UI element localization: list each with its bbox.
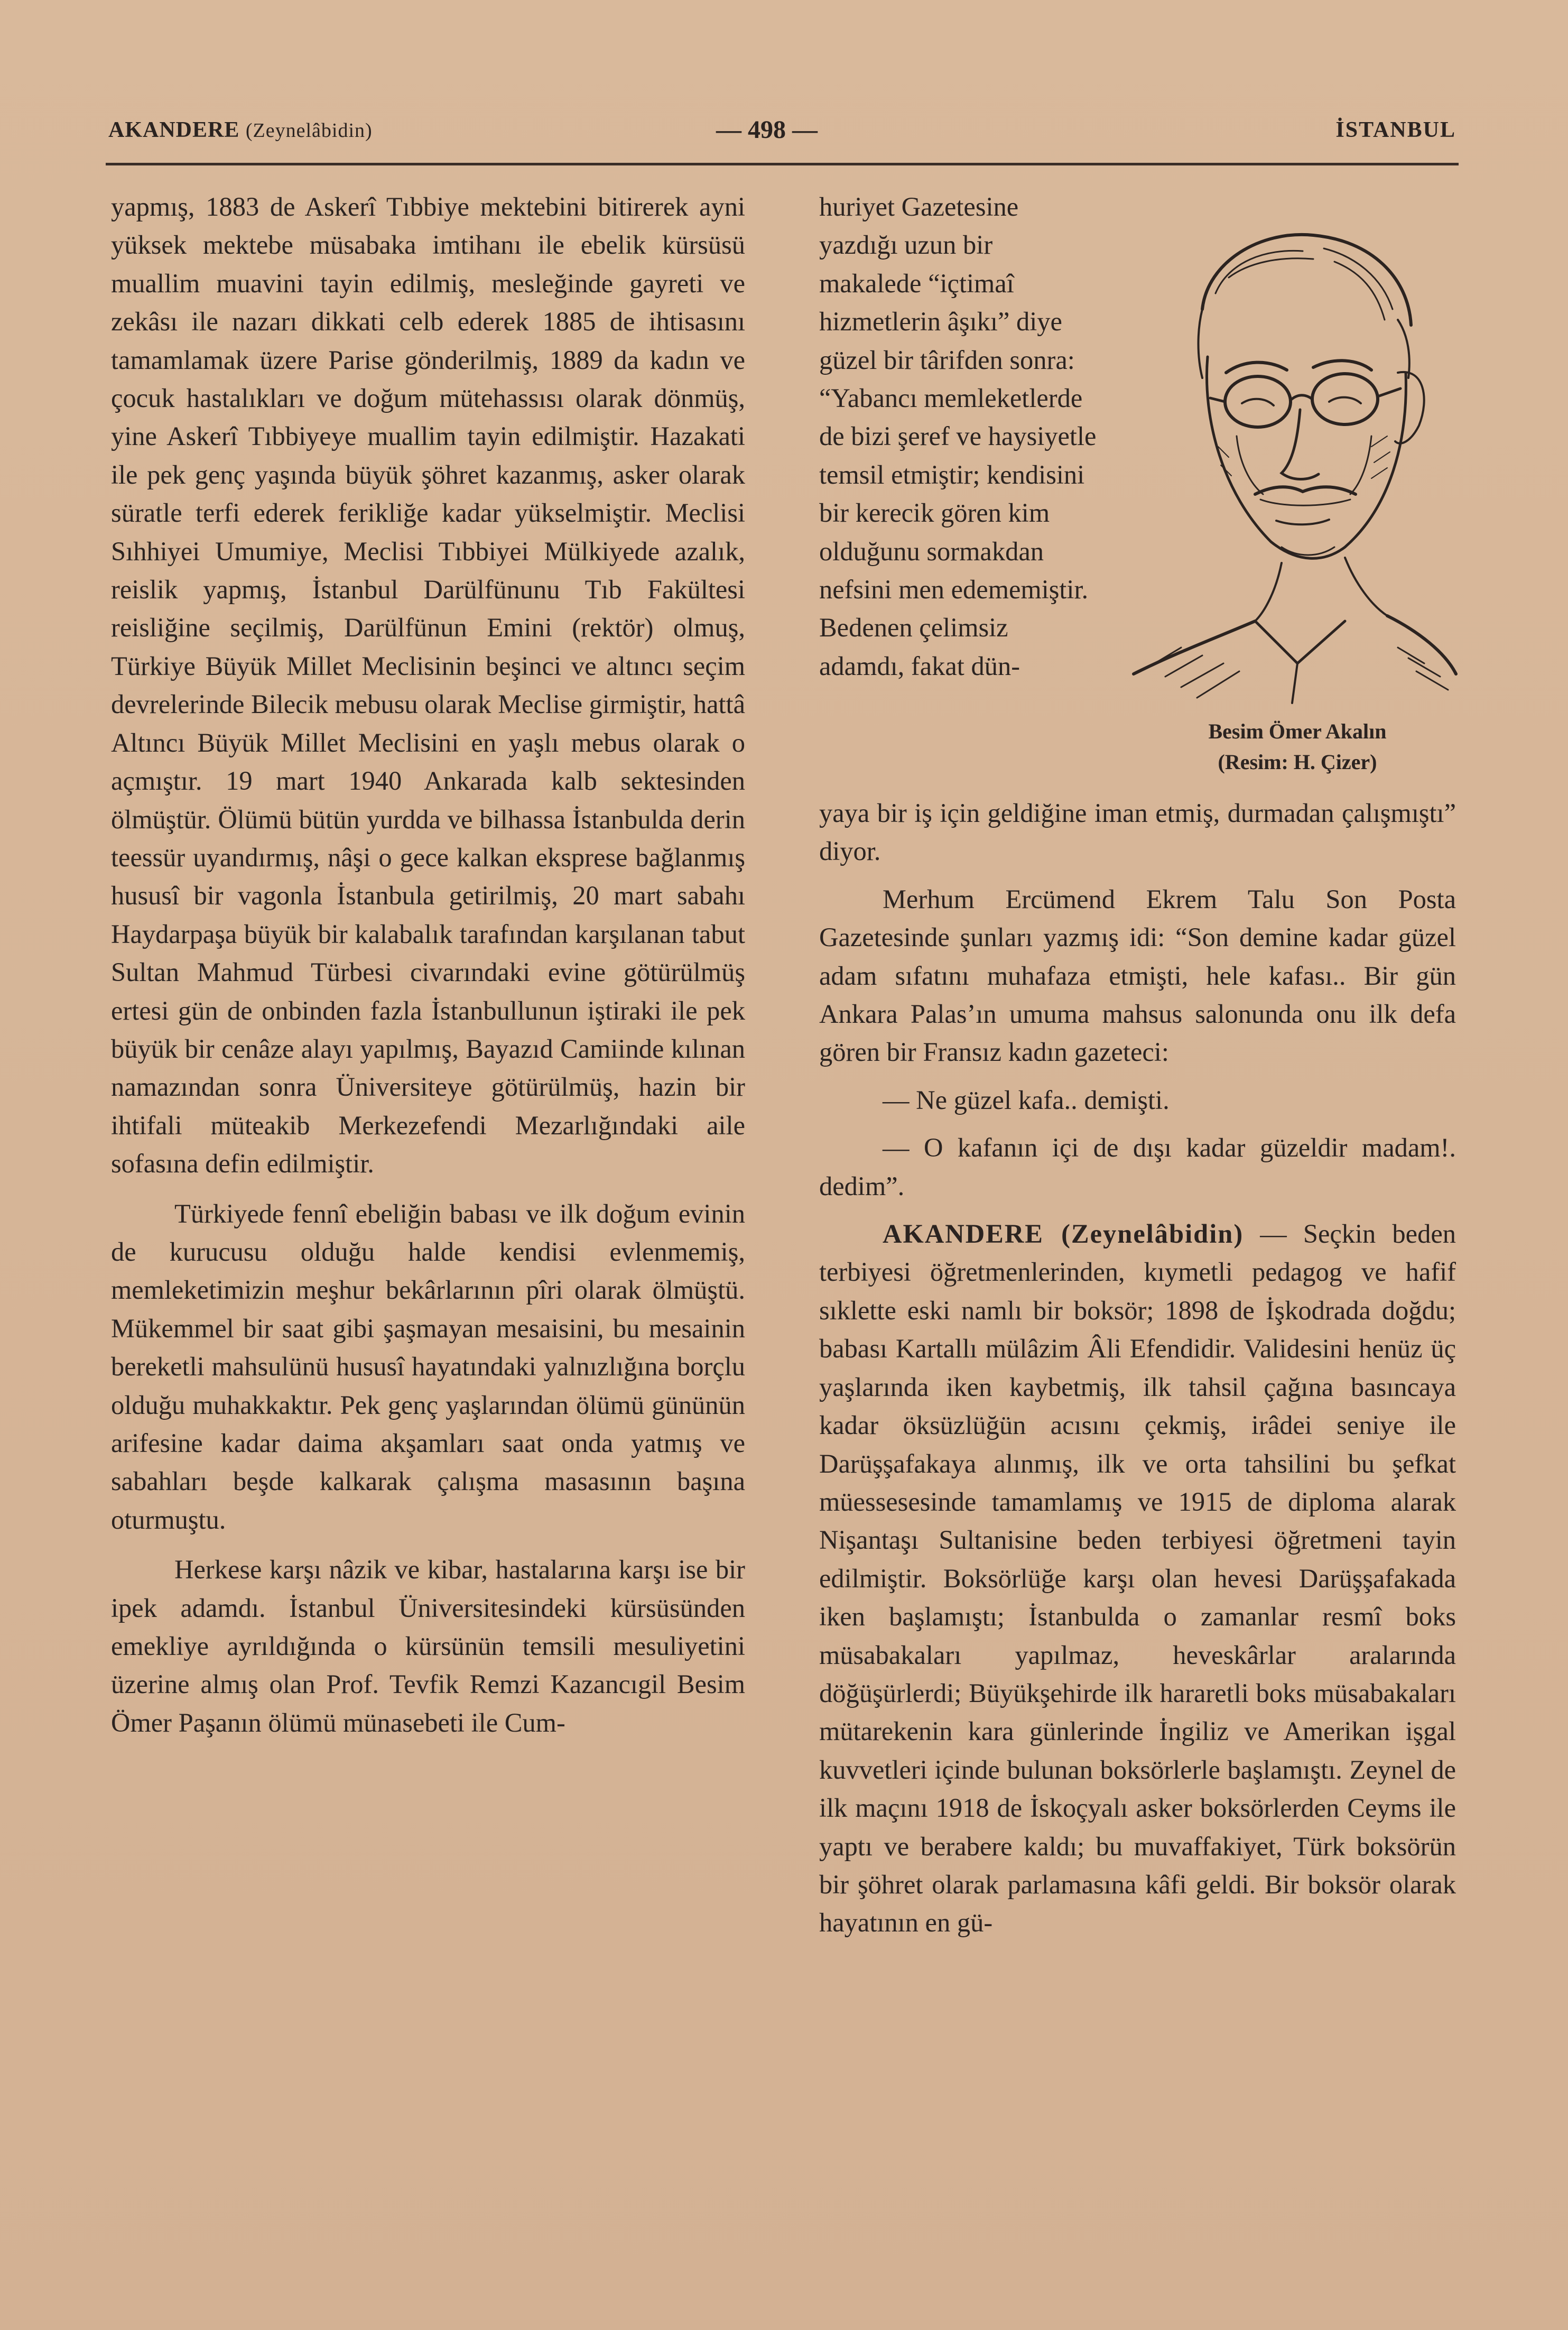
right-column-top xyxy=(819,188,1099,685)
entry-text: — Seçkin beden terbiyesi öğretmenlerinden, kıymetli pedagog ve hafif sıklette eski namlı bir boksör; 1898 de İşkodrada doğdu; babası Kartallı mülâzim Âli Efendidir. Validesini henüz üç yaşlarında iken kaybetmiş, ilk tahsil çağına basıncaya kadar öksüzlüğün acısını çekmiş, irâdei seniye ile Darüşşafakaya alınmış, ilk ve orta tahsilini bu şefkat müessesesinde tamamlamış ve 1915 de diploma alarak Nişantaşı Sultanisine beden terbiyesi öğretmeni tayin edilmiştir. Boksörlüğe karşı olan hevesi Darüşşafakada iken başlamıştı; İstanbulda o zamanlar resmî boks müsabakaları yapılmaz, heveskârlar aralarında döğüşürlerdi; Büyükşehirde ilk hararetli boks müsabakaları mütarekenin kara günlerinde İngiliz ve Amerikan işgal kuvvetleri içinde bulunan boksörlerle başlamıştı. Zeynel de ilk maçını 1918 de İskoçyalı asker boksörlerden Ceyms ile yaptı ve berabere kaldı; bu muvaffakiyet, Türk boksörün bir şöhret olarak parlamasına kâfi geldi. Bir boksör olarak hayatının en gü- xyxy=(819,1219,1456,1938)
dialogue-line: — O kafanın içi de dışı kadar güzeldir madam!. dedim”. xyxy=(819,1133,1456,1201)
header-rule xyxy=(106,163,1459,165)
header-title-sub: (Zeynelâbidin) xyxy=(245,119,373,142)
header-entry-title xyxy=(108,117,373,143)
left-column xyxy=(111,188,745,1742)
entry-headword: AKANDERE (Zeynelâbidin) xyxy=(883,1219,1244,1249)
paragraph: huriyet Gazetesine yazdığı uzun bir makalede “içtimaî hizmetlerin âşıkı” diye güzel bir târifden sonra: “Yabancı memleketlerde de bizi şeref ve haysiyetle temsil etmiştir; kendisini bir kerecik gören kim olduğunu sormakdan nefsini men edememiştir. Bedenen çelimsiz adamdı, fakat dün- xyxy=(819,192,1097,681)
paragraph: yaya bir iş için geldiğine iman etmiş, durmadan çalışmıştı” diyor. xyxy=(819,798,1456,866)
right-column xyxy=(819,794,1456,1942)
paragraph: Türkiyede fennî ebeliğin babası ve ilk doğum evinin de kurucusu olduğu halde kendisi evlenmemiş, memleketimizin meşhur bekârlarının pîri olarak ölmüştü. Mükemmel bir saat gibi şaşmayan mesaisini, bu mesainin bereketli mahsulünü hususî hayatındaki yalnızlığına borçlu olduğu muhakkaktır. Pek genç yaşlarından ölümü gününün arifesine kadar daima akşamları saat onda yatmış ve sabahları beşde kalkarak çalışma masasının başına oturmuştu. xyxy=(111,1198,745,1534)
header-title-word: AKANDERE xyxy=(108,118,240,142)
caption-name: Besim Ömer Akalın xyxy=(1208,719,1387,743)
figure-caption xyxy=(1128,716,1467,778)
paragraph: Merhum Ercümend Ekrem Talu Son Posta Gazetesinde şunları yazmış idi: “Son demine kadar güzel adam sıfatını muhafaza etmişti, hele kafası.. Bir gün Ankara Palas’ın umuma mahsus salonunda onu ilk defa gören bir Fransız kadın gazeteci: xyxy=(819,884,1456,1067)
portrait-sketch-icon xyxy=(1123,198,1461,706)
caption-credit: (Resim: H. Çizer) xyxy=(1218,750,1377,774)
entry-paragraph xyxy=(819,1215,1456,1942)
header-publication: İSTANBUL xyxy=(1335,118,1456,142)
running-header xyxy=(108,111,1456,159)
page-number: — 498 — xyxy=(716,116,818,144)
paragraph: Herkese karşı nâzik ve kibar, hastalarına karşı ise bir ipek adamdı. İstanbul Üniversitesindeki kürsüsünden emekliye ayrıldığında o kürsünün temsili mesuliyetini üzerine almış olan Prof. Tevfik Remzi Kazancıgil Besim Ömer Paşanın ölümü münasebeti ile Cum- xyxy=(111,1555,745,1737)
dialogue-line: — Ne güzel kafa.. demişti. xyxy=(883,1085,1170,1115)
paragraph: yapmış, 1883 de Askerî Tıbbiye mektebini bitirerek ayni yüksek mektebe müsabaka imtihanı ile ebelik kürsüsü muallim muavini tayin edilmiş, mesleğinde gayreti ve zekâsı ile nazarı dikkati celb ederek 1885 de ihtisasını tamamlamak üzere Parise gönderilmiş, 1889 da kadın ve çocuk hastalıkları ve doğum mütehassısı olarak dönmüş, yine Askerî Tıbbiyeye muallim tayin edilmiştir. Hazakati ile pek genç yaşında büyük şöhret kazanmış, asker olarak süratle terfi ederek ferikliğe kadar yükselmiştir. Meclisi Sıhhiyei Umumiye, Meclisi Tıbbiyei Mülkiyede azalık, reislik yapmış, İstanbul Darülfünunu Tıb Fakültesi reisliğine seçilmiş, Darülfünun Emini (rektör) olmuş, Türkiye Büyük Millet Meclisinin beşinci ve altıncı seçim devrelerinde Bilecik mebusu olarak Meclise girmiştir, hattâ Altıncı Büyük Millet Meclisini en yaşlı mebus olarak o açmıştır. 19 mart 1940 Ankarada kalb sektesinden ölmüştür. Ölümü bütün yurdda ve bilhassa İstanbulda derin teessür uyandırmış, nâşi o gece kalkan eksprese bağlanmış hususî bir vagonla İstanbula getirilmiş, 20 mart sabahı Haydarpaşa büyük bir kalabalık tarafından karşılanan tabut Sultan Mahmud Türbesi civarındaki evine götürülmüş ertesi gün de onbinden fazla İstanbullunun iştiraki ile pek büyük bir cenâze alayı yapılmış, Bayazıd Camiinde kılınan namazından sonra Üniversiteye götürülmüş, hazin bir ihtifali müteakib Merkezefendi Mezarlığındaki aile sofasına defin edilmiştir. xyxy=(111,192,745,1179)
